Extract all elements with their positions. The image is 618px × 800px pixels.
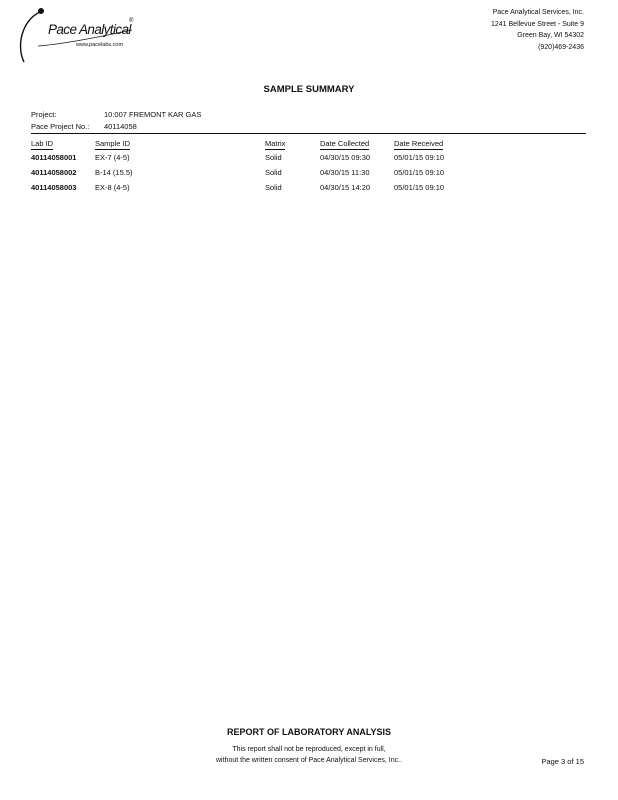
table-row (31, 183, 484, 198)
report-footer-note (0, 744, 618, 766)
cell-lab-id: 40114058001 (31, 153, 77, 162)
cell-date-received: 05/01/15 09:10 (394, 168, 445, 177)
logo-registered: ® (129, 18, 134, 24)
lab-city: Green Bay, WI 54302 (517, 32, 584, 39)
cell-sample-id: EX-7 (4-5) (95, 153, 130, 162)
col-lab-id: Lab ID (31, 139, 54, 148)
project-no-row (31, 121, 201, 133)
project-info (31, 109, 201, 132)
page-number: Page 3 of 15 (541, 757, 584, 766)
cell-date-received: 05/01/15 09:10 (394, 153, 445, 162)
project-label: Project: (31, 110, 57, 119)
project-no-value: 40114058 (104, 121, 137, 131)
cell-matrix: Solid (265, 153, 282, 162)
lab-address (491, 7, 584, 53)
pace-logo (14, 6, 144, 64)
col-sample-id: Sample ID (95, 139, 131, 148)
col-date-received: Date Received (394, 139, 444, 148)
cell-matrix: Solid (265, 168, 282, 177)
project-no-label: Pace Project No.: (31, 121, 90, 131)
lab-street: 1241 Bellevue Street - Suite 9 (490, 20, 584, 28)
cell-date-collected: 04/30/15 09:30 (320, 153, 371, 162)
project-row (31, 109, 201, 121)
divider (31, 133, 586, 134)
cell-date-received: 05/01/15 09:10 (394, 183, 445, 192)
sample-table (31, 139, 484, 198)
cell-lab-id: 40114058003 (31, 183, 77, 192)
footer-note-line-1: This report shall not be reproduced, except in full, (232, 746, 386, 753)
table-row (31, 168, 484, 183)
lab-name: Pace Analytical Services, Inc. (492, 9, 584, 16)
col-matrix: Matrix (265, 139, 286, 148)
table-header (31, 139, 484, 153)
footer-note-line-2: without the written consent of Pace Analytical Services, Inc.. (216, 757, 402, 764)
cell-lab-id: 40114058002 (31, 168, 77, 177)
cell-sample-id: B-14 (15.5) (95, 168, 133, 177)
cell-date-collected: 04/30/15 14:20 (320, 183, 371, 192)
cell-matrix: Solid (265, 183, 282, 192)
report-footer-title: REPORT OF LABORATORY ANALYSIS (226, 727, 392, 737)
logo-url: www.pacelabs.com (76, 42, 124, 48)
logo-name: Pace Analytical (48, 22, 131, 37)
col-date-collected: Date Collected (320, 139, 370, 148)
cell-sample-id: EX-8 (4-5) (95, 183, 130, 192)
project-value: 10:007 FREMONT KAR GAS (104, 110, 202, 119)
table-row (31, 153, 484, 168)
page-title: SAMPLE SUMMARY (263, 84, 355, 95)
cell-date-collected: 04/30/15 11:30 (320, 168, 370, 177)
lab-phone: (920)469-2436 (538, 43, 584, 51)
